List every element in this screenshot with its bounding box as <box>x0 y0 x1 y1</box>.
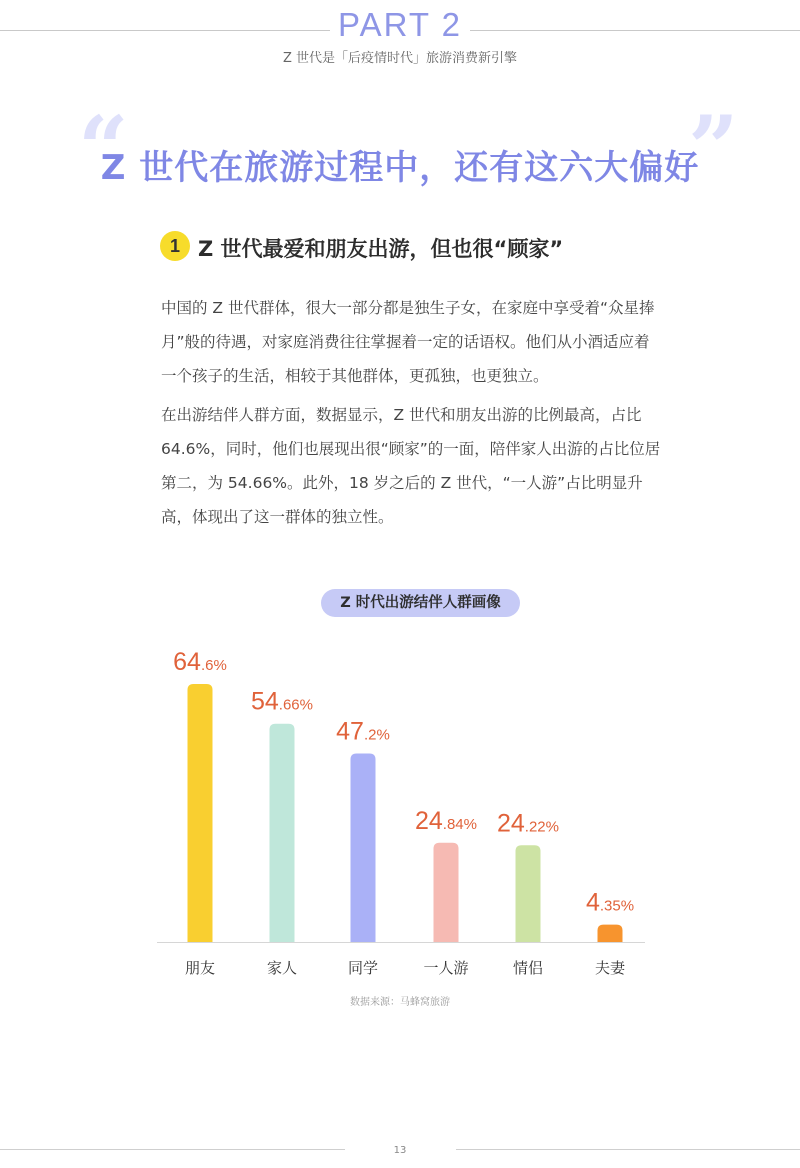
page-headline: Z 世代在旅游过程中，还有这六大偏好 <box>100 148 700 188</box>
bar-2 <box>270 724 295 942</box>
category-label-4: 一人游 <box>423 959 469 977</box>
category-label-1: 朋友 <box>184 959 216 977</box>
value-label-3: 47.2% <box>336 717 390 746</box>
section-title: Z 世代最爱和朋友出游，但也很“顾家” <box>198 237 564 261</box>
bar-4 <box>434 843 459 942</box>
bar-6 <box>598 925 623 942</box>
part-title: PART 2 <box>0 6 800 44</box>
bar-chart <box>0 620 800 990</box>
header-subtitle: Z 世代是「后疫情时代」旅游消费新引擎 <box>282 51 518 66</box>
value-label-5: 24.22% <box>496 809 560 838</box>
value-label-4: 24.84% <box>414 806 478 835</box>
paragraph-1: 中国的 Z 世代群体，很大一部分都是独生子女，在家庭中享受着“众星捧月”般的待遇，对家庭消费往往掌握着一定的话语权。他们从小酒适应着一个孩子的生活，相较于其他群体，更孤独，也更独立。 <box>161 299 655 385</box>
bar-3 <box>351 753 376 942</box>
bar-1 <box>188 684 213 942</box>
category-label-2: 家人 <box>266 959 298 977</box>
value-label-2: 54.66% <box>250 687 314 716</box>
open-quote-mark: “ <box>78 96 129 200</box>
category-label-3: 同学 <box>347 959 379 977</box>
chart-title: Z 时代出游结伴人群画像 <box>321 589 520 617</box>
paragraph-2: 在出游结伴人群方面，数据显示，Z 世代和朋友出游的比例最高，占比 64.6%，同时，他们也展现出很“顾家”的一面，陪伴家人出游的占比位居第二，为 54.66%。此外，18 岁之后的 Z 世代，“一人游”占比明显升高，体现出了这一群体的独立性。 <box>161 406 661 526</box>
value-label-6: 4.35% <box>585 888 635 917</box>
bar-5 <box>516 845 541 942</box>
section-number-badge: 1 <box>160 231 190 261</box>
value-label-1: 64.6% <box>173 648 227 676</box>
data-source-note: 数据来源：马蜂窝旅游 <box>350 997 450 1008</box>
page-number: 13 <box>393 1145 407 1156</box>
category-label-5: 情侣 <box>512 959 544 977</box>
close-quote-mark: ” <box>688 96 739 200</box>
category-label-6: 夫妻 <box>594 959 626 977</box>
